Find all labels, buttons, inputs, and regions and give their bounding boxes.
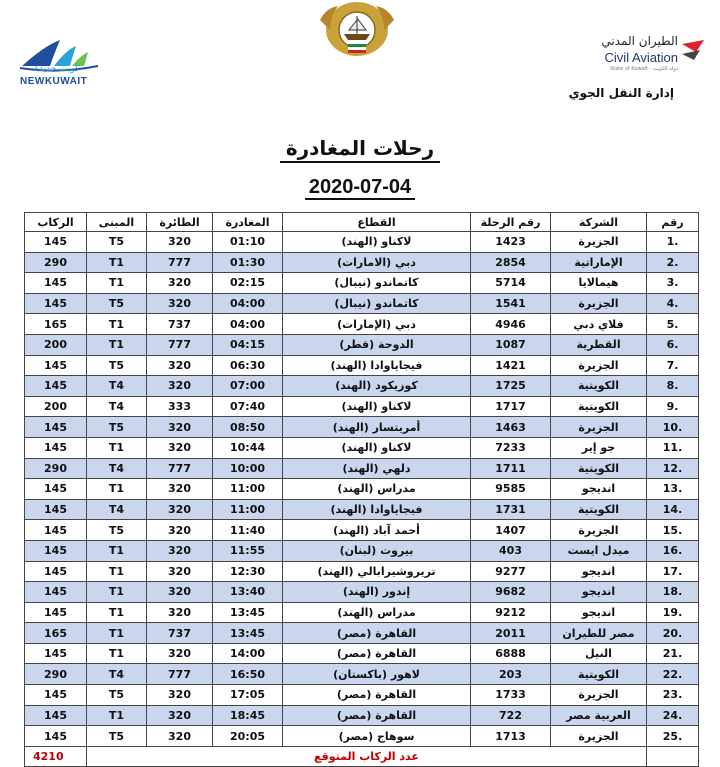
cell-terminal: T1 <box>87 334 147 355</box>
cell-sector: أمريتسار (الهند) <box>283 417 471 438</box>
cell-sector: فيجاياوادا (الهند) <box>283 499 471 520</box>
cell-aircraft: 737 <box>147 623 213 644</box>
cell-aircraft: 320 <box>147 643 213 664</box>
cell-flight: 1423 <box>471 232 551 253</box>
col-header-passengers: الركاب <box>25 213 87 232</box>
cell-aircraft: 320 <box>147 417 213 438</box>
cell-num: .1 <box>647 232 699 253</box>
cell-aircraft: 320 <box>147 685 213 706</box>
cell-departure: 10:00 <box>213 458 283 479</box>
civil-aviation-logo <box>596 34 706 78</box>
cell-departure: 20:05 <box>213 726 283 747</box>
cell-sector: دبي (الامارات) <box>283 252 471 273</box>
page-header <box>0 0 720 110</box>
table-row <box>25 602 699 623</box>
cell-airline: مصر للطيران <box>551 623 647 644</box>
page-title-text: رحلات المغادرة <box>280 136 440 163</box>
cell-airline: الكويتية <box>551 458 647 479</box>
cell-sector: لاكناو (الهند) <box>283 232 471 253</box>
col-header-terminal: المبنى <box>87 213 147 232</box>
col-header-sector: القطاع <box>283 213 471 232</box>
total-blank-cell <box>647 746 699 767</box>
cell-flight: 1407 <box>471 520 551 541</box>
cell-sector: مدراس (الهند) <box>283 479 471 500</box>
cell-sector: القاهرة (مصر) <box>283 623 471 644</box>
cell-num: .10 <box>647 417 699 438</box>
cell-passengers: 145 <box>25 273 87 294</box>
cell-departure: 18:45 <box>213 705 283 726</box>
cell-num: .13 <box>647 479 699 500</box>
cell-terminal: T1 <box>87 479 147 500</box>
cell-sector: لاهور (باكستان) <box>283 664 471 685</box>
table-row <box>25 643 699 664</box>
cell-airline: الجزيرة <box>551 355 647 376</box>
table-row <box>25 252 699 273</box>
col-header-num: رقم <box>647 213 699 232</box>
cell-aircraft: 320 <box>147 293 213 314</box>
civil-aviation-english: Civil Aviation <box>604 50 678 65</box>
table-row <box>25 499 699 520</box>
cell-num: .12 <box>647 458 699 479</box>
cell-flight: 1725 <box>471 376 551 397</box>
cell-flight: 1717 <box>471 396 551 417</box>
cell-aircraft: 777 <box>147 664 213 685</box>
table-row <box>25 540 699 561</box>
cell-airline: الكويتية <box>551 664 647 685</box>
cell-aircraft: 320 <box>147 540 213 561</box>
cell-departure: 11:40 <box>213 520 283 541</box>
cell-aircraft: 320 <box>147 726 213 747</box>
newkuwait-arabic: كويت جديدة <box>34 64 80 74</box>
cell-terminal: T1 <box>87 623 147 644</box>
cell-flight: 1087 <box>471 334 551 355</box>
cell-aircraft: 320 <box>147 355 213 376</box>
cell-aircraft: 333 <box>147 396 213 417</box>
cell-airline: ميدل ايست <box>551 540 647 561</box>
cell-passengers: 145 <box>25 685 87 706</box>
cell-airline: الكويتية <box>551 396 647 417</box>
cell-passengers: 145 <box>25 293 87 314</box>
cell-passengers: 200 <box>25 334 87 355</box>
department-name: إدارة النقل الجوي <box>568 86 674 100</box>
cell-passengers: 290 <box>25 458 87 479</box>
cell-num: .18 <box>647 582 699 603</box>
cell-airline: هيمالايا <box>551 273 647 294</box>
cell-aircraft: 320 <box>147 582 213 603</box>
cell-airline: الجزيرة <box>551 685 647 706</box>
cell-terminal: T4 <box>87 458 147 479</box>
cell-passengers: 145 <box>25 582 87 603</box>
cell-flight: 4946 <box>471 314 551 335</box>
cell-airline: العربية مصر <box>551 705 647 726</box>
cell-terminal: T1 <box>87 643 147 664</box>
cell-departure: 02:15 <box>213 273 283 294</box>
cell-airline: جو إير <box>551 437 647 458</box>
page-title <box>0 136 720 160</box>
cell-sector: إندور (الهند) <box>283 582 471 603</box>
cell-terminal: T4 <box>87 664 147 685</box>
table-row <box>25 232 699 253</box>
cell-departure: 11:00 <box>213 499 283 520</box>
cell-flight: 9212 <box>471 602 551 623</box>
cell-aircraft: 320 <box>147 273 213 294</box>
cell-num: .11 <box>647 437 699 458</box>
cell-terminal: T4 <box>87 396 147 417</box>
total-value: 4210 <box>25 746 87 767</box>
cell-sector: تريروشيرابالي (الهند) <box>283 561 471 582</box>
table-row <box>25 458 699 479</box>
cell-passengers: 145 <box>25 417 87 438</box>
cell-num: .22 <box>647 664 699 685</box>
cell-flight: 7233 <box>471 437 551 458</box>
cell-flight: 403 <box>471 540 551 561</box>
cell-departure: 13:45 <box>213 623 283 644</box>
cell-aircraft: 320 <box>147 561 213 582</box>
cell-terminal: T1 <box>87 314 147 335</box>
cell-terminal: T5 <box>87 355 147 376</box>
col-header-airline: الشركة <box>551 213 647 232</box>
cell-num: .24 <box>647 705 699 726</box>
cell-terminal: T5 <box>87 726 147 747</box>
cell-sector: كوزيكود (الهند) <box>283 376 471 397</box>
cell-departure: 11:55 <box>213 540 283 561</box>
cell-terminal: T5 <box>87 685 147 706</box>
cell-passengers: 145 <box>25 499 87 520</box>
cell-num: .17 <box>647 561 699 582</box>
cell-num: .23 <box>647 685 699 706</box>
cell-sector: دبي (الإمارات) <box>283 314 471 335</box>
cell-sector: الدوحة (قطر) <box>283 334 471 355</box>
table-row <box>25 582 699 603</box>
cell-aircraft: 320 <box>147 376 213 397</box>
cell-airline: انديجو <box>551 582 647 603</box>
cell-terminal: T1 <box>87 561 147 582</box>
cell-flight: 1713 <box>471 726 551 747</box>
cell-terminal: T1 <box>87 252 147 273</box>
cell-flight: 722 <box>471 705 551 726</box>
cell-flight: 1731 <box>471 499 551 520</box>
cell-num: .7 <box>647 355 699 376</box>
cell-num: .25 <box>647 726 699 747</box>
cell-terminal: T4 <box>87 376 147 397</box>
cell-num: .6 <box>647 334 699 355</box>
cell-aircraft: 777 <box>147 334 213 355</box>
page-date <box>0 176 720 199</box>
cell-passengers: 165 <box>25 314 87 335</box>
cell-airline: القطرية <box>551 334 647 355</box>
table-row <box>25 376 699 397</box>
table-row <box>25 561 699 582</box>
civil-aviation-arabic: الطيران المدني <box>601 34 678 48</box>
cell-sector: مدراس (الهند) <box>283 602 471 623</box>
cell-num: .5 <box>647 314 699 335</box>
cell-passengers: 145 <box>25 705 87 726</box>
cell-sector: لاكناو (الهند) <box>283 437 471 458</box>
cell-terminal: T1 <box>87 273 147 294</box>
cell-aircraft: 320 <box>147 232 213 253</box>
cell-terminal: T1 <box>87 705 147 726</box>
cell-passengers: 145 <box>25 602 87 623</box>
cell-num: .21 <box>647 643 699 664</box>
cell-aircraft: 320 <box>147 705 213 726</box>
cell-passengers: 145 <box>25 643 87 664</box>
cell-flight: 1733 <box>471 685 551 706</box>
cell-sector: كاتماندو (نيبال) <box>283 273 471 294</box>
cell-terminal: T1 <box>87 540 147 561</box>
cell-airline: الجزيرة <box>551 726 647 747</box>
cell-airline: الجزيرة <box>551 417 647 438</box>
cell-sector: دلهي (الهند) <box>283 458 471 479</box>
cell-departure: 07:40 <box>213 396 283 417</box>
cell-passengers: 145 <box>25 561 87 582</box>
cell-airline: انديجو <box>551 602 647 623</box>
cell-flight: 1541 <box>471 293 551 314</box>
cell-aircraft: 320 <box>147 479 213 500</box>
cell-sector: لاكناو (الهند) <box>283 396 471 417</box>
cell-sector: بيروت (لبنان) <box>283 540 471 561</box>
col-header-flight: رقم الرحلة <box>471 213 551 232</box>
cell-airline: النيل <box>551 643 647 664</box>
cell-num: .3 <box>647 273 699 294</box>
cell-passengers: 145 <box>25 726 87 747</box>
cell-departure: 01:30 <box>213 252 283 273</box>
table-row <box>25 705 699 726</box>
cell-terminal: T4 <box>87 499 147 520</box>
cell-flight: 9682 <box>471 582 551 603</box>
table-row <box>25 479 699 500</box>
table-row <box>25 396 699 417</box>
civil-aviation-subtitle: State of Kuwait - دولة الكويت <box>610 66 678 72</box>
cell-terminal: T1 <box>87 602 147 623</box>
cell-aircraft: 320 <box>147 602 213 623</box>
cell-passengers: 200 <box>25 396 87 417</box>
cell-departure: 10:44 <box>213 437 283 458</box>
cell-flight: 9277 <box>471 561 551 582</box>
cell-flight: 1463 <box>471 417 551 438</box>
cell-departure: 04:15 <box>213 334 283 355</box>
cell-departure: 04:00 <box>213 314 283 335</box>
kuwait-emblem <box>316 0 398 58</box>
table-row <box>25 685 699 706</box>
cell-num: .16 <box>647 540 699 561</box>
cell-sector: سوهاج (مصر) <box>283 726 471 747</box>
newkuwait-logo <box>14 36 104 90</box>
cell-passengers: 165 <box>25 623 87 644</box>
cell-airline: الإماراتية <box>551 252 647 273</box>
cell-num: .2 <box>647 252 699 273</box>
cell-passengers: 145 <box>25 232 87 253</box>
cell-airline: انديجو <box>551 479 647 500</box>
cell-aircraft: 777 <box>147 458 213 479</box>
cell-passengers: 145 <box>25 479 87 500</box>
table-row <box>25 623 699 644</box>
table-row <box>25 293 699 314</box>
cell-num: .19 <box>647 602 699 623</box>
cell-sector: فيجاياوادا (الهند) <box>283 355 471 376</box>
cell-num: .20 <box>647 623 699 644</box>
cell-flight: 2854 <box>471 252 551 273</box>
cell-num: .9 <box>647 396 699 417</box>
cell-flight: 9585 <box>471 479 551 500</box>
table-row <box>25 273 699 294</box>
cell-passengers: 145 <box>25 520 87 541</box>
cell-departure: 16:50 <box>213 664 283 685</box>
cell-num: .15 <box>647 520 699 541</box>
table-header-row <box>25 213 699 232</box>
table-row <box>25 314 699 335</box>
cell-airline: الجزيرة <box>551 293 647 314</box>
cell-departure: 13:40 <box>213 582 283 603</box>
table-row <box>25 437 699 458</box>
cell-sector: القاهرة (مصر) <box>283 643 471 664</box>
cell-airline: الجزيرة <box>551 520 647 541</box>
newkuwait-text: NEWKUWAIT <box>20 76 88 87</box>
kuwait-emblem-icon <box>316 0 398 58</box>
cell-passengers: 145 <box>25 437 87 458</box>
cell-num: .8 <box>647 376 699 397</box>
table-row <box>25 417 699 438</box>
cell-departure: 11:00 <box>213 479 283 500</box>
departures-table <box>24 212 699 767</box>
cell-departure: 07:00 <box>213 376 283 397</box>
civil-aviation-wing-icon <box>680 38 706 68</box>
cell-departure: 14:00 <box>213 643 283 664</box>
cell-flight: 1711 <box>471 458 551 479</box>
table-row <box>25 355 699 376</box>
cell-flight: 1421 <box>471 355 551 376</box>
cell-departure: 08:50 <box>213 417 283 438</box>
cell-flight: 5714 <box>471 273 551 294</box>
cell-departure: 04:00 <box>213 293 283 314</box>
cell-departure: 12:30 <box>213 561 283 582</box>
cell-sector: أحمد آباد (الهند) <box>283 520 471 541</box>
cell-terminal: T5 <box>87 232 147 253</box>
cell-terminal: T5 <box>87 417 147 438</box>
cell-aircraft: 320 <box>147 499 213 520</box>
table-row <box>25 726 699 747</box>
cell-airline: الكويتية <box>551 376 647 397</box>
table-row <box>25 334 699 355</box>
cell-passengers: 290 <box>25 252 87 273</box>
cell-sector: القاهرة (مصر) <box>283 705 471 726</box>
cell-passengers: 290 <box>25 664 87 685</box>
cell-aircraft: 777 <box>147 252 213 273</box>
cell-terminal: T5 <box>87 520 147 541</box>
cell-num: .14 <box>647 499 699 520</box>
cell-flight: 6888 <box>471 643 551 664</box>
table-row <box>25 664 699 685</box>
cell-terminal: T5 <box>87 293 147 314</box>
table-row <box>25 520 699 541</box>
cell-passengers: 145 <box>25 376 87 397</box>
col-header-aircraft: الطائرة <box>147 213 213 232</box>
cell-aircraft: 320 <box>147 437 213 458</box>
cell-aircraft: 737 <box>147 314 213 335</box>
cell-airline: انديجو <box>551 561 647 582</box>
cell-airline: الجزيرة <box>551 232 647 253</box>
cell-departure: 01:10 <box>213 232 283 253</box>
cell-departure: 13:45 <box>213 602 283 623</box>
cell-passengers: 145 <box>25 355 87 376</box>
cell-sector: كاتماندو (نيبال) <box>283 293 471 314</box>
cell-terminal: T1 <box>87 582 147 603</box>
col-header-departure: المغادرة <box>213 213 283 232</box>
page-date-text: 2020-07-04 <box>305 176 415 200</box>
cell-terminal: T1 <box>87 437 147 458</box>
cell-departure: 06:30 <box>213 355 283 376</box>
cell-airline: الكويتية <box>551 499 647 520</box>
cell-num: .4 <box>647 293 699 314</box>
cell-departure: 17:05 <box>213 685 283 706</box>
cell-aircraft: 320 <box>147 520 213 541</box>
total-label: عدد الركاب المتوقع <box>87 746 647 767</box>
total-row <box>25 746 699 767</box>
cell-airline: فلاي دبي <box>551 314 647 335</box>
cell-sector: القاهرة (مصر) <box>283 685 471 706</box>
cell-flight: 203 <box>471 664 551 685</box>
cell-passengers: 145 <box>25 540 87 561</box>
cell-flight: 2011 <box>471 623 551 644</box>
table-body <box>25 232 699 747</box>
